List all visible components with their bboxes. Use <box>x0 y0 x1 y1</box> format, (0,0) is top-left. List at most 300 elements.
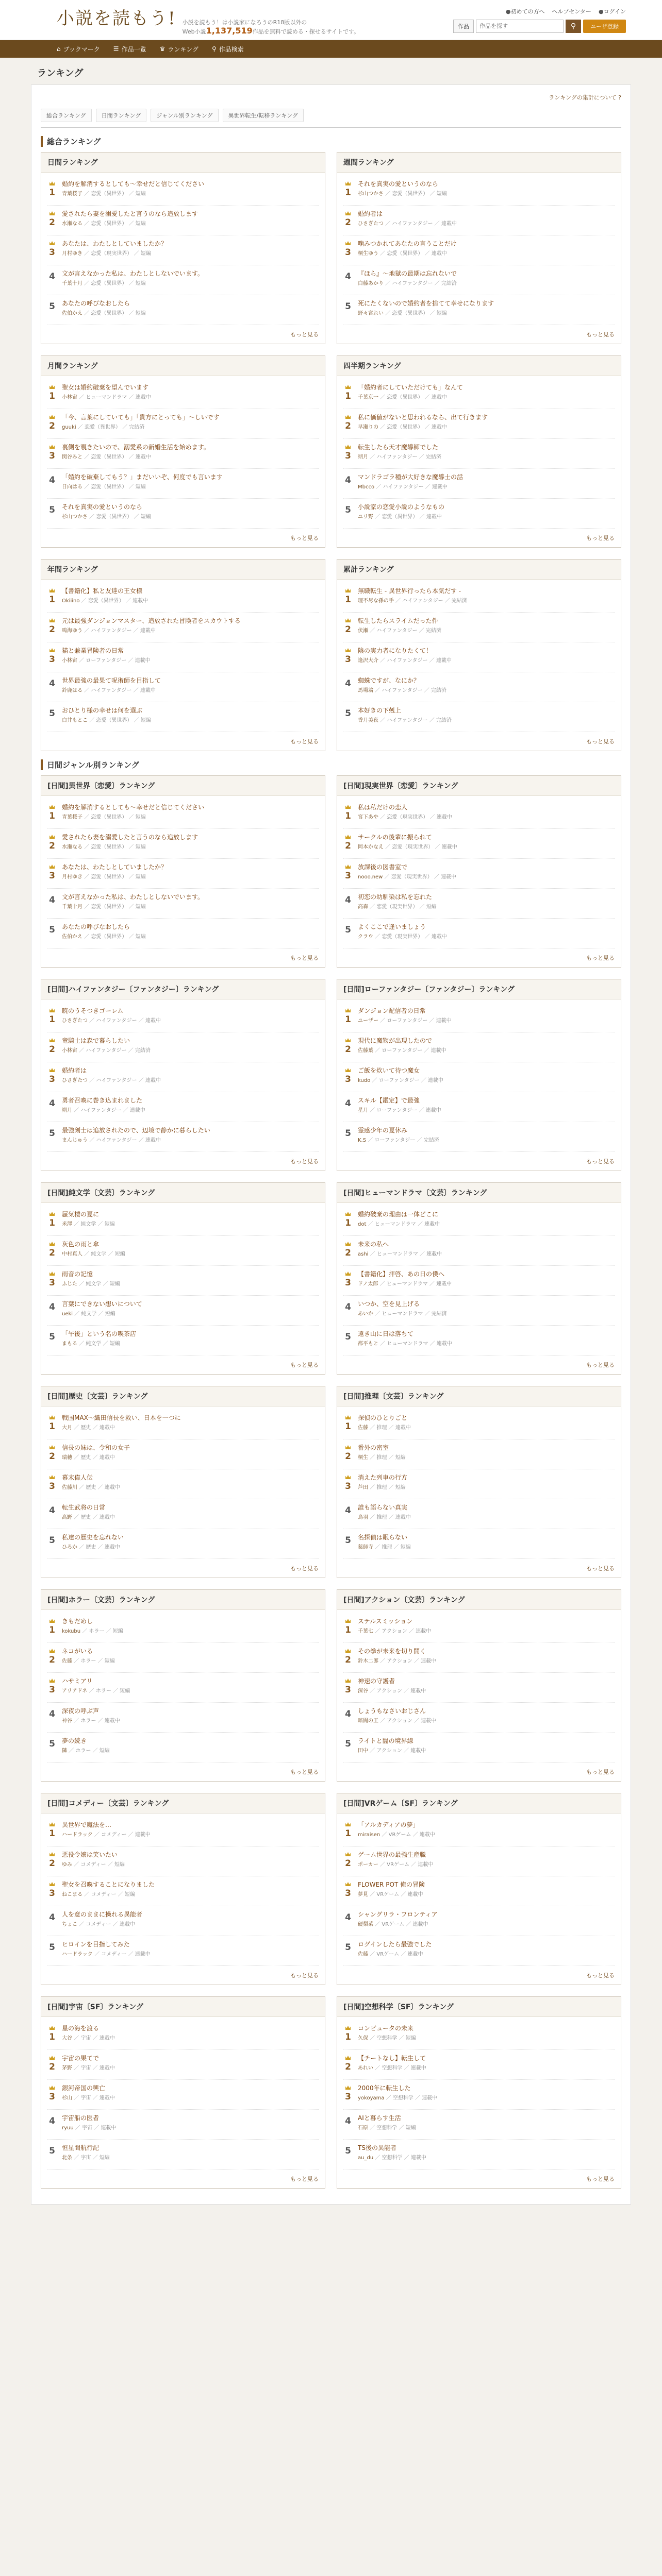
status-label: 完結済 <box>425 628 441 634</box>
work-title-link[interactable]: 戦国MAX～織田信長を救い、日本を一つに <box>62 1414 181 1421</box>
author-link[interactable]: 佐伯かえ <box>62 934 82 940</box>
help-center-link[interactable]: ヘルプセンター <box>552 8 591 15</box>
status-label: 連載中 <box>99 1455 115 1461</box>
author-link[interactable]: 北条 <box>62 2155 72 2161</box>
genre-label: VRゲーム <box>382 1922 405 1927</box>
author-link[interactable]: 久保 <box>358 2036 368 2041</box>
work-title-link[interactable]: ログインしたら最強でした <box>358 1941 432 1948</box>
author-link[interactable]: ゆみ <box>62 1862 72 1868</box>
work-title-link[interactable]: 婚約を解消するとしても～幸せだと信じてください <box>62 804 205 811</box>
work-title-link[interactable]: 無職転生 - 異世界行ったら本気だす - <box>358 587 461 595</box>
work-title-link[interactable]: ステルスミッション <box>358 1618 413 1625</box>
status-label: 短編 <box>104 1222 115 1227</box>
work-title-link[interactable]: 私達の歴史を忘れない <box>62 1534 124 1541</box>
author-link[interactable]: 早瀬りの <box>358 425 378 430</box>
author-link[interactable]: 芦田 <box>358 1485 368 1490</box>
author-link[interactable]: 香月美夜 <box>358 718 378 723</box>
ranking-help-link[interactable]: ランキングの集計について ? <box>549 94 621 101</box>
rank-number: 3 <box>47 1270 57 1291</box>
work-title-link[interactable]: 異世界で魔法を… <box>62 1821 112 1828</box>
work-title-link[interactable]: 勇者召喚に巻き込まれました <box>62 1097 143 1104</box>
genre-label: ハイファンタジー <box>91 688 132 693</box>
work-title-link[interactable]: 蜘蛛ですが、なにか？ <box>358 677 420 684</box>
work-meta: nooo.new ／ 恋愛（現実世界） ／ 連載中 <box>358 874 457 880</box>
work-title-link[interactable]: しょうもなさいおじさん <box>358 1707 426 1715</box>
more-link[interactable]: もっと見る <box>290 1972 319 1979</box>
work-title-link[interactable]: 「婚約を破棄してもう？」まだいいぞ、何度でも言います <box>62 473 223 481</box>
author-link[interactable]: 日向はる <box>62 484 82 490</box>
work-title-link[interactable]: 「アルカディアの夢」 <box>358 1821 419 1828</box>
author-link[interactable]: 杉山つかさ <box>62 514 88 520</box>
work-title-link[interactable]: サークルの後輩に振られて <box>358 834 432 841</box>
author-link[interactable]: 小林宙 <box>62 658 77 664</box>
ranking-card-title: [日間]空想科学〔SF〕ランキング <box>337 1997 621 2017</box>
more-link[interactable]: もっと見る <box>586 1362 615 1368</box>
rank-number: 5 <box>345 708 351 719</box>
author-link[interactable]: ueki <box>62 1311 73 1317</box>
more-link[interactable]: もっと見る <box>586 331 615 338</box>
author-link[interactable]: ひさぎたつ <box>62 1018 88 1024</box>
crown-icon <box>49 1242 55 1246</box>
status-label: 連載中 <box>416 1629 432 1634</box>
status-label: 完結済 <box>135 1048 151 1054</box>
work-title-link[interactable]: 聖女を召喚することになりました <box>62 1881 155 1888</box>
work-title-link[interactable]: 夢の続き <box>62 1737 87 1744</box>
first-time-link[interactable]: ●初めての方へ <box>505 8 545 15</box>
more-link[interactable]: もっと見る <box>290 2176 319 2182</box>
author-link[interactable]: 青葉桜子 <box>62 191 82 197</box>
work-title-link[interactable]: ネコがいる <box>62 1648 93 1655</box>
author-link[interactable]: 深谷 <box>358 1688 368 1694</box>
author-link[interactable]: 中村真人 <box>62 1251 82 1257</box>
author-link[interactable]: 白井もとこ <box>62 718 88 723</box>
author-link[interactable]: アリアドネ <box>62 1688 88 1694</box>
author-link[interactable]: 朔月 <box>358 454 368 460</box>
author-link[interactable]: 瑞穂 <box>62 1455 72 1461</box>
work-title-link[interactable]: ハサミアリ <box>62 1677 93 1685</box>
work-title-link[interactable]: 幕末偉人伝 <box>62 1474 93 1481</box>
rank-list <box>337 2017 621 2170</box>
search-button[interactable] <box>566 20 581 33</box>
author-link[interactable]: 青葉桜子 <box>62 815 82 820</box>
work-title-link[interactable]: TS後の異能者 <box>358 2144 396 2151</box>
author-link[interactable]: ふじた <box>62 1281 77 1287</box>
work-title-link[interactable]: 元は最強ダンジョンマスター、追放された冒険者をスカウトする <box>62 617 241 624</box>
work-title-link[interactable]: 婚約破棄の理由は一体どこに <box>358 1211 439 1218</box>
tab-overall[interactable]: 総合ランキング <box>41 109 92 122</box>
author-link[interactable]: 佐藤川 <box>62 1485 77 1490</box>
work-title-link[interactable]: 文が言えなかった私は、わたしとしないでいます。 <box>62 893 204 901</box>
work-title-link[interactable]: シャングリラ・フロンティア <box>358 1911 438 1918</box>
author-link[interactable]: 杉山 <box>62 2095 72 2101</box>
work-title-link[interactable]: 転生したら天才魔導師でした <box>358 444 439 451</box>
more-link[interactable]: もっと見る <box>290 1565 319 1572</box>
list-item <box>47 1032 319 1062</box>
genre-label: 恋愛（異世界） <box>387 425 423 430</box>
genre-label: 歴史 <box>80 1425 91 1431</box>
crown-icon <box>345 648 351 652</box>
work-meta: miraisen ／ VRゲーム ／ 連載中 <box>358 1832 435 1838</box>
genre-label: コメディー <box>101 1952 127 1957</box>
work-title-link[interactable]: 猫と兼業冒険者の日常 <box>62 647 124 654</box>
author-link[interactable]: 神谷 <box>62 1718 72 1724</box>
author-link[interactable]: 岡本かなえ <box>358 844 384 850</box>
work-title-link[interactable]: ヒロインを目指してみた <box>62 1941 130 1948</box>
work-title-link[interactable]: 「午後」という名の喫茶店 <box>62 1330 137 1337</box>
author-link[interactable]: 薬師寺 <box>358 1545 373 1550</box>
author-link[interactable]: yokoyama <box>358 2095 385 2101</box>
nav-works[interactable]: ☰ 作品一覧 <box>113 45 146 53</box>
work-title-link[interactable]: あなたの呼びなおしたら <box>62 923 130 930</box>
work-title-link[interactable]: 信長の妹は、令和の女子 <box>62 1444 130 1451</box>
work-title-link[interactable]: おひとり様の幸せは何を選ぶ <box>62 707 143 714</box>
more-link[interactable]: もっと見る <box>290 1769 319 1775</box>
work-title-link[interactable]: あなたの呼びなおしたら <box>62 300 130 307</box>
work-title-link[interactable]: 小説家の恋愛小説のようなもの <box>358 503 445 511</box>
work-meta: 青葉桜子 ／ 恋愛（異世界） ／ 短編 <box>62 191 146 197</box>
work-meta: 千葉十月 ／ 恋愛（異世界） ／ 短編 <box>62 281 146 286</box>
work-title-link[interactable]: マンドラゴラ種が大好きな魔導士の話 <box>358 473 464 481</box>
work-title-link[interactable]: AIと暮らす生活 <box>358 2114 401 2122</box>
work-meta: 杉山つかさ ／ 恋愛（異世界） ／ 短編 <box>358 191 447 197</box>
work-title-link[interactable]: 灰色の雨と傘 <box>62 1241 100 1248</box>
rank-list <box>337 1610 621 1762</box>
work-title-link[interactable]: 愛されたら妻を溺愛したと言うのなら追放します <box>62 834 198 841</box>
author-link[interactable]: 鳴海ゆう <box>62 628 82 634</box>
list-item <box>47 379 319 409</box>
work-title-link[interactable]: あなたは、わたしとしていましたか？ <box>62 240 168 247</box>
author-link[interactable]: dot <box>358 1222 367 1227</box>
work-title-link[interactable]: 転生武将の日常 <box>62 1504 106 1511</box>
more-link[interactable]: もっと見る <box>586 535 615 541</box>
work-title-link[interactable]: 私は私だけの恋人 <box>358 804 408 811</box>
author-link[interactable]: 星月 <box>358 1108 368 1113</box>
author-link[interactable]: 鳥羽 <box>358 1515 368 1520</box>
work-title-link[interactable]: ご飯を炊いて待つ魔女 <box>358 1067 420 1074</box>
more-link[interactable]: もっと見る <box>290 738 319 745</box>
author-link[interactable]: Mbcco <box>358 484 375 490</box>
author-link[interactable]: 田中 <box>358 1748 368 1754</box>
author-link[interactable]: 鈴鹿はる <box>62 688 82 693</box>
author-link[interactable]: ポーカー <box>358 1862 378 1868</box>
work-title-link[interactable]: 『ほら』～地獄の最期は忘れないで <box>358 270 457 277</box>
genre-label: 恋愛（異世界） <box>91 281 127 286</box>
work-title-link[interactable]: スキル【鑑定】で最強 <box>358 1097 420 1104</box>
work-title-link[interactable]: 雨音の記憶 <box>62 1270 93 1278</box>
work-title-link[interactable]: 聖女は婚約破棄を望んでいます <box>62 384 149 391</box>
status-label: 連載中 <box>441 221 457 227</box>
rank-list <box>337 1814 621 1966</box>
genre-label: 恋愛（異世界） <box>91 904 127 910</box>
author-link[interactable]: ユーザー <box>358 1018 378 1024</box>
work-title-link[interactable]: その拳が未来を切り開く <box>358 1648 426 1655</box>
work-title-link[interactable]: 放課後の図書室で <box>358 863 408 871</box>
search-input[interactable] <box>476 20 564 33</box>
author-link[interactable]: 関谷みと <box>62 454 82 460</box>
author-link[interactable]: 小林宙 <box>62 1048 77 1054</box>
work-title-link[interactable]: 本好きの下剋上 <box>358 707 402 714</box>
work-title-link[interactable]: いつか、空を見上げる <box>358 1300 420 1308</box>
work-title-link[interactable]: 噛みつかれてあなたの言うことだけ <box>358 240 457 247</box>
genre-label: ローファンタジー <box>376 1108 418 1113</box>
work-title-link[interactable]: 霊感少年の夏休み <box>358 1127 408 1134</box>
author-link[interactable]: 水瀬なる <box>62 844 82 850</box>
work-title-link[interactable]: 蜃気楼の夏に <box>62 1211 100 1218</box>
list-item <box>343 1846 615 1876</box>
list-item <box>47 439 319 469</box>
crown-icon <box>49 211 55 215</box>
author-link[interactable]: 千葉十月 <box>62 904 82 910</box>
work-meta: 佐伯かえ ／ 恋愛（異世界） ／ 短編 <box>62 934 146 940</box>
rank-number: 4 <box>345 895 351 905</box>
author-link[interactable]: 佐藤 <box>358 1425 368 1431</box>
author-link[interactable]: 茅野 <box>62 2065 72 2071</box>
author-link[interactable]: ドノ太郎 <box>358 1281 378 1287</box>
work-title-link[interactable]: きもだめし <box>62 1618 93 1625</box>
author-link[interactable]: 白藤あかり <box>358 281 384 286</box>
author-link[interactable]: miraisen <box>358 1832 380 1838</box>
author-link[interactable]: 米澤 <box>62 1222 72 1227</box>
work-title-link[interactable]: 星の海を渡る <box>62 2025 100 2032</box>
author-link[interactable]: ashi <box>358 1251 369 1257</box>
author-link[interactable]: 佐藤 <box>358 1952 368 1957</box>
more-link[interactable]: もっと見る <box>290 1362 319 1368</box>
author-link[interactable]: 佐藤葉 <box>358 1048 373 1054</box>
work-title-link[interactable]: 悪役令嬢は笑いたい <box>62 1851 118 1858</box>
crown-icon <box>345 835 351 839</box>
author-link[interactable]: nooo.new <box>358 874 383 880</box>
author-link[interactable]: 野々宮れい <box>358 311 384 316</box>
author-link[interactable]: ryuu <box>62 2125 74 2131</box>
work-title-link[interactable]: 文が言えなかった私は、わたしとしないでいます。 <box>62 270 204 277</box>
author-link[interactable]: 伏瀬 <box>358 628 368 634</box>
author-link[interactable]: guuki <box>62 425 76 430</box>
author-link[interactable]: 桐生ゆう <box>358 251 378 257</box>
work-title-link[interactable]: 消えた列車の行方 <box>358 1474 408 1481</box>
user-links <box>506 7 626 15</box>
more-link[interactable]: もっと見る <box>586 1158 615 1165</box>
work-title-link[interactable]: 世界最強の最果て呪術師を目指して <box>62 677 161 684</box>
author-link[interactable]: 石原 <box>358 2125 368 2131</box>
rank-number: 4 <box>345 1505 351 1516</box>
nav-search[interactable]: ⚲ 作品検索 <box>211 45 244 53</box>
work-title-link[interactable]: 宇宙船の医者 <box>62 2114 100 2122</box>
work-title-link[interactable]: FLOWER POT 俺の冒険 <box>358 1881 425 1888</box>
work-title-link[interactable]: 神速の守護者 <box>358 1677 395 1685</box>
author-link[interactable]: ちょこ <box>62 1922 77 1927</box>
author-link[interactable]: 朔月 <box>62 1108 72 1113</box>
author-link[interactable]: あいか <box>358 1311 373 1317</box>
rank-list <box>337 580 621 732</box>
more-link[interactable]: もっと見る <box>290 1158 319 1165</box>
work-title-link[interactable]: 「婚約者にしていただけても」なんて <box>358 384 464 391</box>
more-link[interactable]: もっと見る <box>290 331 319 338</box>
work-title-link[interactable]: ゲーム世界の最強生産職 <box>358 1851 426 1858</box>
work-title-link[interactable]: ダンジョン配信者の日常 <box>358 1007 426 1014</box>
crown-icon <box>49 445 55 449</box>
work-title-link[interactable]: 探偵のひとりごと <box>358 1414 408 1421</box>
author-link[interactable]: 硬梨菜 <box>358 1922 373 1927</box>
rank-number: 1 <box>47 1617 57 1638</box>
work-title-link[interactable]: あなたは、わたしとしていましたか？ <box>62 863 168 871</box>
author-link[interactable]: 月村ゆき <box>62 251 82 257</box>
author-link[interactable]: 佐藤 <box>62 1658 72 1664</box>
status-label: 連載中 <box>427 1078 443 1083</box>
work-title-link[interactable]: 深夜の呼ぶ声 <box>62 1707 100 1715</box>
work-title-link[interactable]: 転生したらスライムだった件 <box>358 617 438 624</box>
work-title-link[interactable]: 死にたくないので婚約者を捨てて幸せになります <box>358 300 494 307</box>
author-link[interactable]: 千葉七 <box>358 1629 373 1634</box>
author-link[interactable]: ハードラック <box>62 1952 93 1957</box>
author-link[interactable]: 宮下あや <box>358 815 378 820</box>
tab-genre[interactable]: ジャンル別ランキング <box>151 109 218 122</box>
work-title-link[interactable]: 愛されたら妻を溺愛したと言うのなら追放します <box>62 210 198 217</box>
work-title-link[interactable]: 婚約者は <box>358 210 383 217</box>
more-link[interactable]: もっと見る <box>586 738 615 745</box>
work-title-link[interactable]: 番外の密室 <box>358 1444 389 1451</box>
work-title-link[interactable]: 現代に魔物が出現したので <box>358 1037 433 1044</box>
work-title-link[interactable]: 暁のうそつきゴーレム <box>62 1007 124 1014</box>
author-link[interactable]: ひろか <box>62 1545 77 1550</box>
work-title-link[interactable]: 誰も語らない真実 <box>358 1504 408 1511</box>
author-link[interactable]: ひさぎたつ <box>62 1078 88 1083</box>
more-link[interactable]: もっと見る <box>586 1769 615 1775</box>
author-link[interactable]: 馬場翁 <box>358 688 373 693</box>
more-link[interactable]: もっと見る <box>290 955 319 961</box>
tab-daily[interactable]: 日間ランキング <box>96 109 147 122</box>
author-link[interactable]: 桐生 <box>358 1455 368 1461</box>
author-link[interactable]: 都平もと <box>358 1341 378 1347</box>
work-title-link[interactable]: 宇宙の果てで <box>62 2055 100 2062</box>
author-link[interactable]: ハードラック <box>62 1832 93 1838</box>
work-title-link[interactable]: 裏側を覗きたいので、溺愛系の新婚生活を始めます。 <box>62 444 210 451</box>
status-label: 短編 <box>405 2125 416 2131</box>
work-title-link[interactable]: 恒星間航行記 <box>62 2144 100 2151</box>
author-link[interactable]: 佐伯かえ <box>62 311 82 316</box>
work-title-link[interactable]: 【書籍化】私と友達の王女様 <box>62 587 143 595</box>
register-button[interactable]: ユーザ登録 <box>583 20 626 33</box>
work-title-link[interactable]: 私に価値がないと思われるなら、出て行きます <box>358 414 488 421</box>
nav-bookmark[interactable]: ⌂ ブックマーク <box>57 45 100 53</box>
list-item <box>343 672 615 702</box>
author-link[interactable]: まもる <box>62 1341 77 1347</box>
author-link[interactable]: 理不尽な孫の手 <box>358 598 394 604</box>
work-title-link[interactable]: 2000年に転生した <box>358 2084 411 2092</box>
status-label: 短編 <box>395 1455 406 1461</box>
rank-number: 4 <box>49 475 55 485</box>
ranking-card-title: 年間ランキング <box>41 560 325 580</box>
search-type-select[interactable]: 作品 <box>453 20 474 33</box>
author-link[interactable]: ひさぎたつ <box>358 221 384 227</box>
work-title-link[interactable]: よくここで逢いましょう <box>358 923 426 930</box>
more-link[interactable]: もっと見る <box>586 1972 615 1979</box>
more-link[interactable]: もっと見る <box>290 535 319 541</box>
work-title-link[interactable]: 初恋の幼馴染は私を忘れた <box>358 893 433 901</box>
work-title-link[interactable]: 婚約者は <box>62 1067 87 1074</box>
work-title-link[interactable]: 名探偵は眠らない <box>358 1534 408 1541</box>
author-link[interactable]: あれい <box>358 2065 373 2071</box>
author-link[interactable]: K.S <box>358 1138 367 1143</box>
more-link[interactable]: もっと見る <box>586 1565 615 1572</box>
rank-number: 1 <box>343 1414 353 1435</box>
work-title-link[interactable]: 婚約を解消するとしても～幸せだと信じてください <box>62 180 205 188</box>
author-link[interactable]: ねこまる <box>62 1892 82 1897</box>
author-link[interactable]: 水瀬なる <box>62 221 82 227</box>
work-title-link[interactable]: 未来の私へ <box>358 1241 389 1248</box>
author-link[interactable]: 暗闇の王 <box>358 1718 378 1724</box>
work-title-link[interactable]: 竜騎士は森で暮らしたい <box>62 1037 130 1044</box>
work-title-link[interactable]: ライトと闇の境界線 <box>358 1737 413 1744</box>
work-title-link[interactable]: 最強剣士は追放されたので、辺境で静かに暮らしたい <box>62 1127 210 1134</box>
nav-ranking[interactable]: ♛ ランキング <box>159 45 198 53</box>
rank-number: 3 <box>47 1880 57 1902</box>
rank-number: 3 <box>47 863 57 884</box>
work-title-link[interactable]: 言葉にできない想いについて <box>62 1300 142 1308</box>
author-link[interactable]: 逢沢大介 <box>358 658 378 664</box>
author-link[interactable]: 鈴木二郎 <box>358 1658 378 1664</box>
author-link[interactable]: 小林宙 <box>62 395 77 400</box>
rank-number: 4 <box>49 895 55 905</box>
author-link[interactable]: Okiiino <box>62 598 80 604</box>
author-link[interactable]: 高森 <box>358 904 368 910</box>
crown-icon <box>345 1649 351 1653</box>
work-title-link[interactable]: 人を意のままに操れる異能者 <box>62 1911 143 1918</box>
login-link[interactable]: ●ログイン <box>598 8 626 15</box>
work-meta: ちょこ ／ コメディー ／ 連載中 <box>62 1922 135 1927</box>
work-title-link[interactable]: コンピュータの未来 <box>358 2025 414 2032</box>
author-link[interactable]: au_du <box>358 2155 374 2161</box>
site-logo[interactable] <box>57 4 359 36</box>
list-item <box>343 829 615 859</box>
status-label: 短編 <box>405 2036 416 2041</box>
work-title-link[interactable]: 【書籍化】拝啓、あの日の僕へ <box>358 1270 445 1278</box>
author-link[interactable]: 千葉十月 <box>62 281 82 286</box>
more-link[interactable]: もっと見る <box>586 955 615 961</box>
work-title-link[interactable]: 遠き山に日は落ちて <box>358 1330 413 1337</box>
list-item <box>343 499 615 529</box>
author-link[interactable]: 夢見 <box>358 1892 368 1897</box>
crown-icon <box>49 1008 55 1012</box>
author-link[interactable]: まんじゅう <box>62 1138 88 1143</box>
author-link[interactable]: 月村ゆき <box>62 874 82 880</box>
work-title-link[interactable]: 「今、言葉にしていても」「貴方にとっても」～しいです <box>62 414 220 421</box>
author-link[interactable]: クラウ <box>358 934 373 940</box>
crown-icon <box>49 805 55 809</box>
work-title-link[interactable]: 【チートなし】転生して <box>358 2055 426 2062</box>
tab-isekai[interactable]: 異世界転生/転移ランキング <box>223 109 304 122</box>
crown-icon <box>49 1619 55 1623</box>
rank-number: 1 <box>343 180 353 201</box>
author-link[interactable]: 高野 <box>62 1515 72 1520</box>
author-link[interactable]: 隣 <box>62 1748 67 1754</box>
author-link[interactable]: 大谷 <box>62 2036 72 2041</box>
ranking-container <box>31 84 631 2205</box>
author-link[interactable]: kudo <box>358 1078 371 1083</box>
work-title-link[interactable]: それを真実の愛というのなら <box>358 180 439 188</box>
work-title-link[interactable]: 銀河帝国の興亡 <box>62 2084 106 2092</box>
author-link[interactable]: ユリ野 <box>358 514 373 520</box>
list-item <box>343 1206 615 1236</box>
work-title-link[interactable]: 陰の実力者になりたくて！ <box>358 647 433 654</box>
work-title-link[interactable]: それを真実の愛というのなら <box>62 503 143 511</box>
author-link[interactable]: 杉山つかさ <box>358 191 384 197</box>
more-link[interactable]: もっと見る <box>586 2176 615 2182</box>
author-link[interactable]: kokubu <box>62 1629 81 1634</box>
author-link[interactable]: 大月 <box>62 1425 72 1431</box>
ranking-card <box>41 1996 325 2189</box>
author-link[interactable]: 千葉京一 <box>358 395 378 400</box>
work-meta: ユーザー ／ ローファンタジー ／ 連載中 <box>358 1018 452 1024</box>
